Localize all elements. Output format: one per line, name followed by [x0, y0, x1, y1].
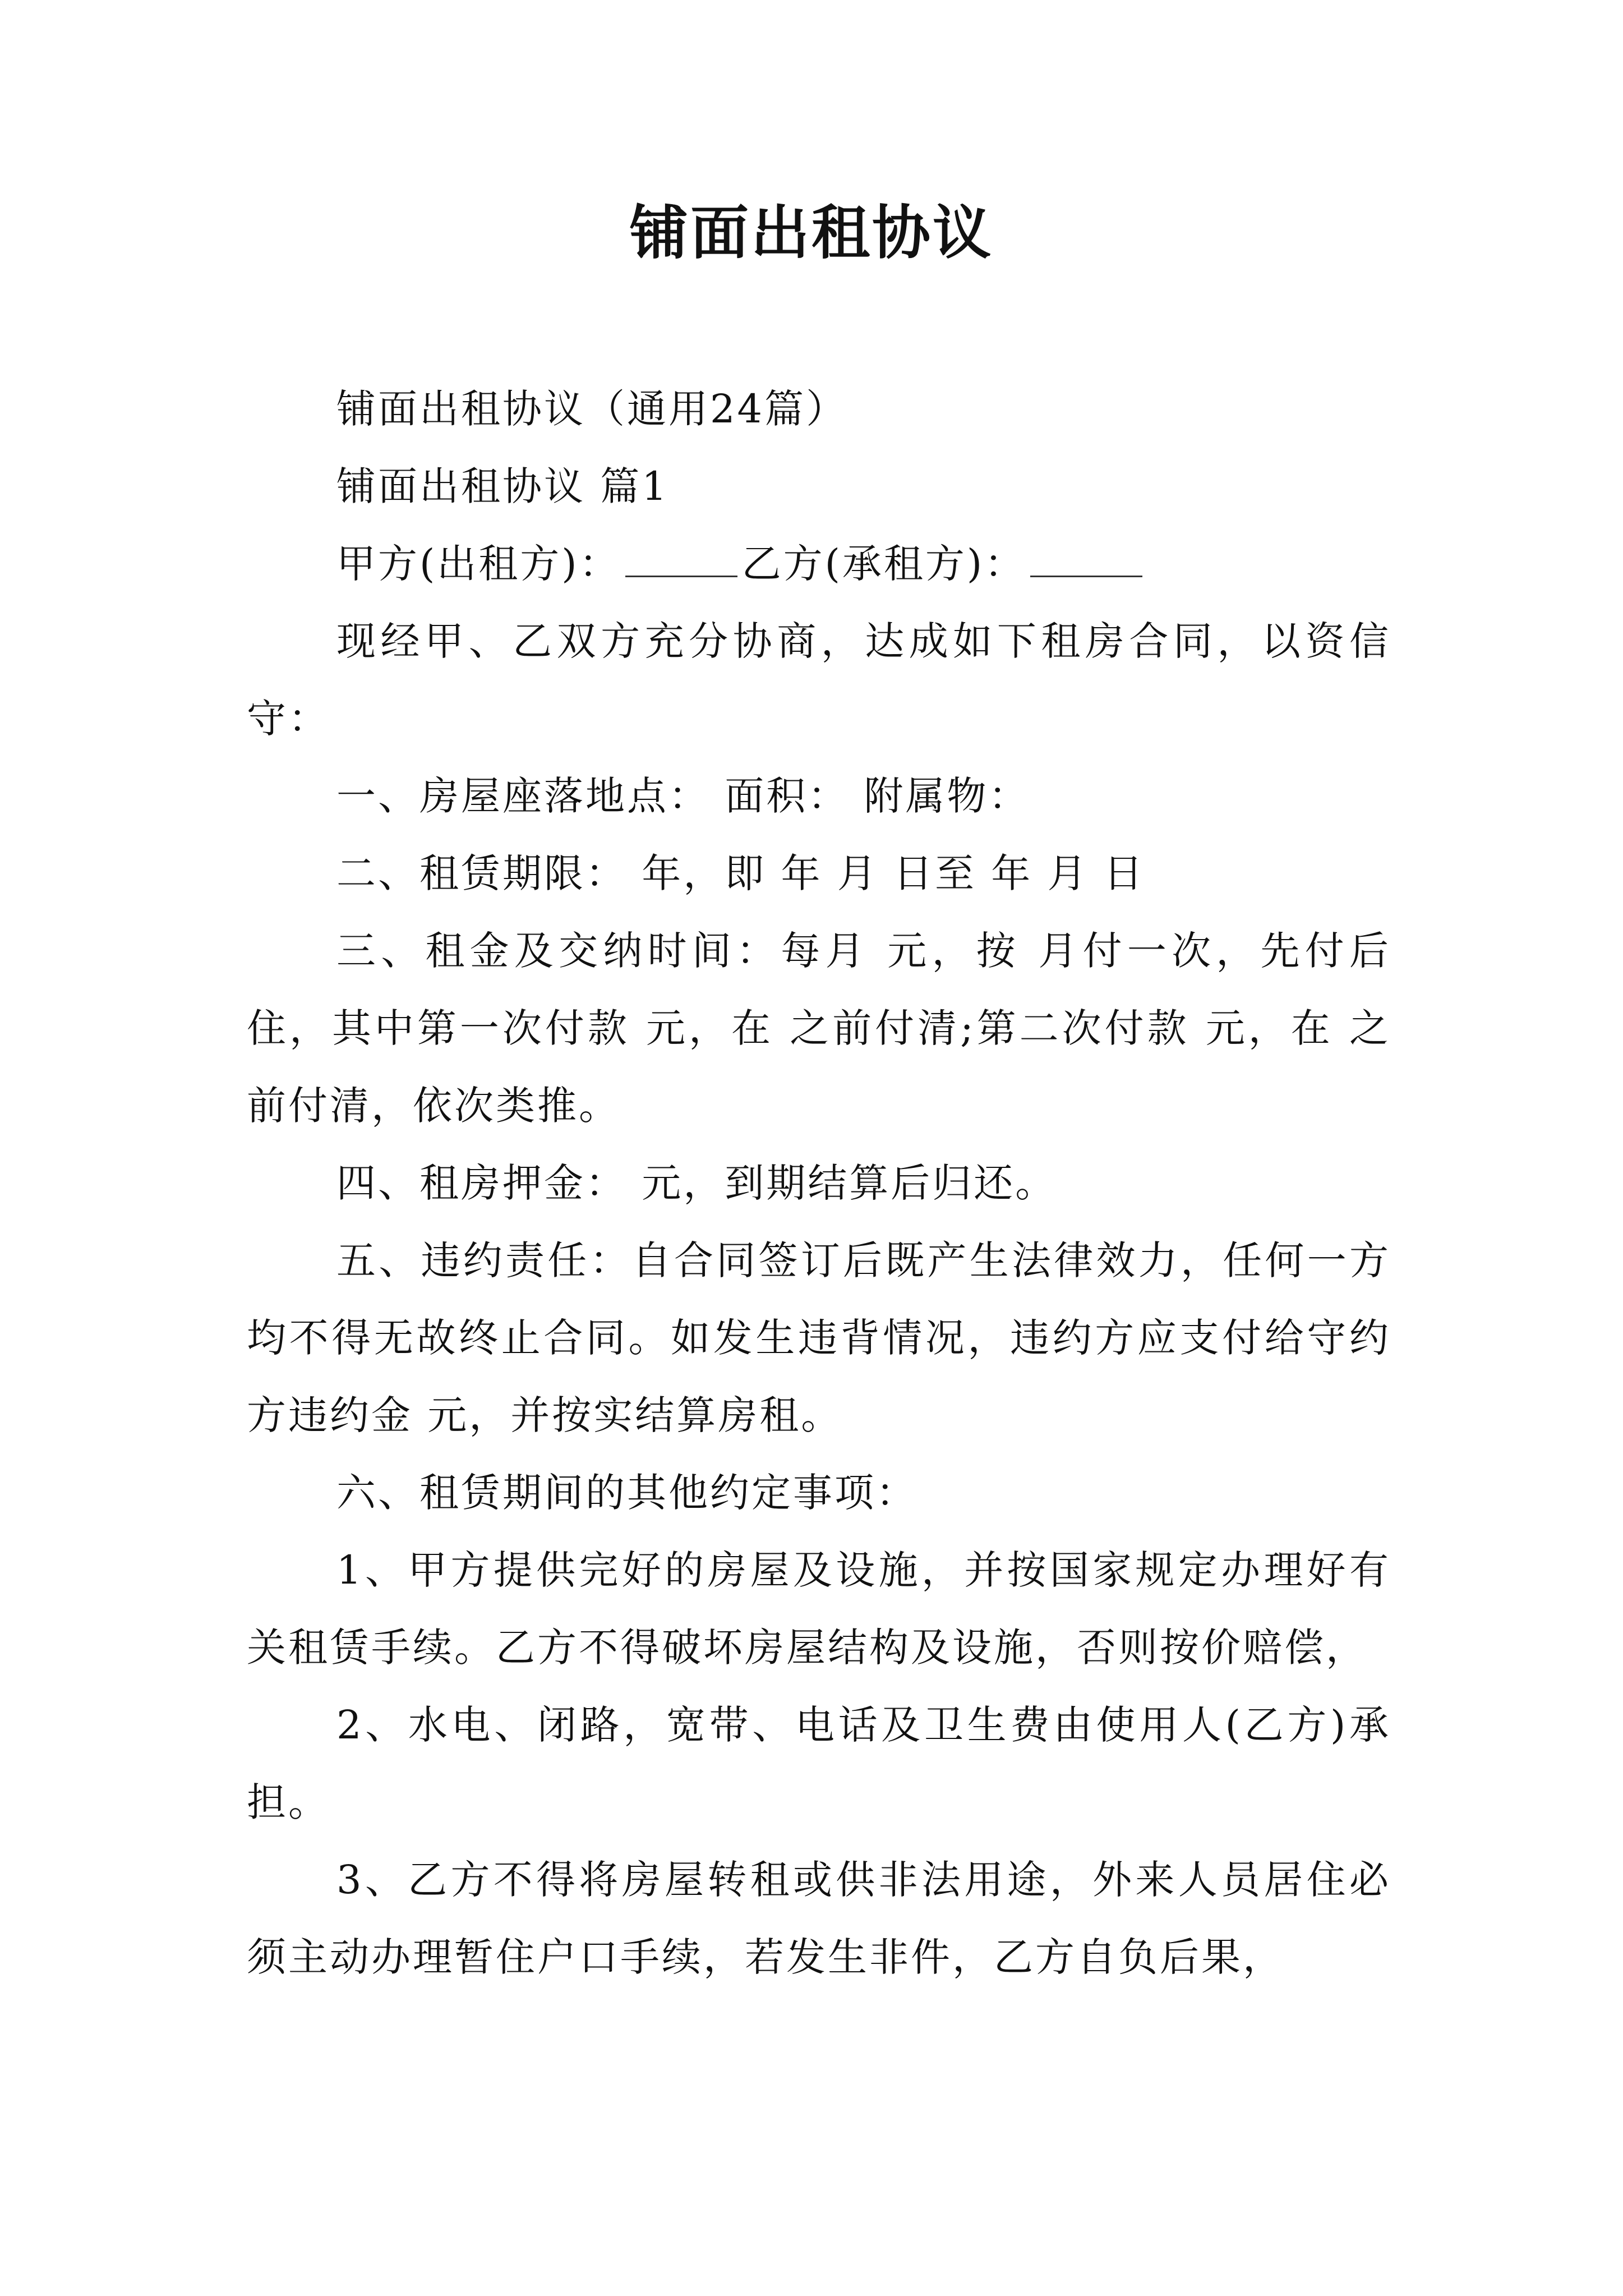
- paragraph-location: 一、房屋座落地点： 面积： 附属物：: [336, 773, 1030, 819]
- paragraph-rent: 三、租金及交纳时间：每月 元，按 月付一次，先付后住，其中第一次付款 元，在 之前付清;第二次付款 元，在 之前付清，依次类推。: [247, 928, 1391, 1129]
- paragraph-other-terms: 六、租赁期间的其他约定事项：: [336, 1470, 917, 1516]
- paragraph-intro: 现经甲、乙双方充分协商，达成如下租房合同，以资信守：: [247, 618, 1391, 742]
- parties-line: [247, 525, 1391, 602]
- paragraph-liability: 五、违约责任：自合同签订后既产生法律效力，任何一方均不得无故终止合同。如发生违背情况，违约方应支付给守约方违约金 元，并按实结算房租。: [247, 1237, 1391, 1438]
- party-a-blank: [625, 536, 737, 577]
- paragraph-term: 二、租赁期限： 年，即 年 月 日至 年 月 日: [336, 850, 1145, 896]
- document-body: [247, 370, 1391, 1996]
- paragraph-deposit: 四、租房押金： 元，到期结算后归还。: [336, 1160, 1057, 1206]
- party-b-label: 乙方(承租方)：: [741, 541, 1026, 587]
- party-b-blank: [1030, 536, 1142, 577]
- party-a-label: 甲方(出租方)：: [336, 541, 621, 587]
- document-title: 铺面出租协议: [629, 199, 993, 267]
- section-heading: 铺面出租协议 篇1: [336, 463, 669, 509]
- paragraph-clause-3: 3、乙方不得将房屋转租或供非法用途，外来人员居住必须主动办理暂住户口手续，若发生非件，乙方自负后果，: [247, 1857, 1391, 1980]
- paragraph-clause-1: 1、甲方提供完好的房屋及设施，并按国家规定办理好有关租赁手续。乙方不得破坏房屋结构及设施，否则按价赔偿，: [247, 1547, 1391, 1671]
- document-subtitle: 铺面出租协议（通用24篇）: [336, 386, 848, 432]
- paragraph-clause-2: 2、水电、闭路，宽带、电话及卫生费由使用人(乙方)承担。: [247, 1702, 1391, 1825]
